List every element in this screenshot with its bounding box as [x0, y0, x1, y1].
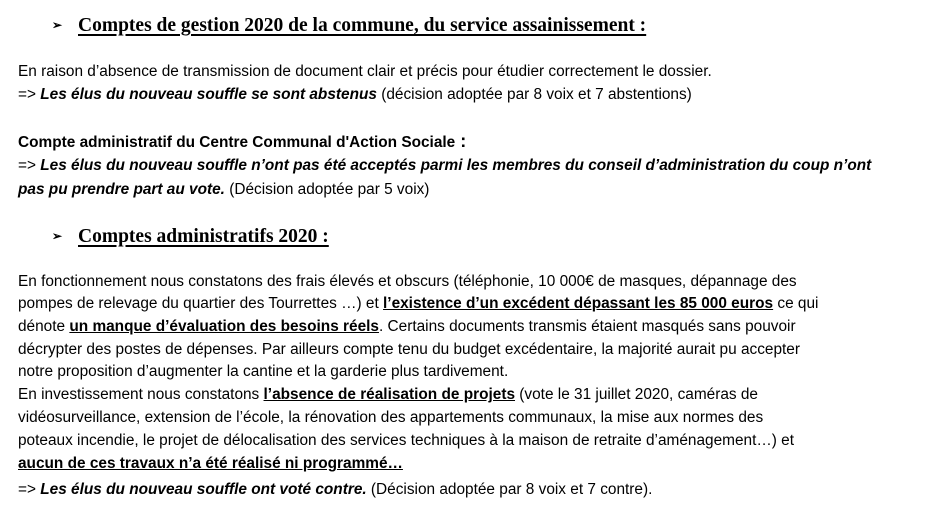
paragraph-line: poteaux incendie, le projet de délocalisation des services techniques à la maison de retraite d’aménagement…) et	[18, 432, 794, 449]
paragraph-line: dénote un manque d’évaluation des besoins réels. Certains documents transmis étaient masqués sans pouvoir	[18, 318, 796, 335]
paragraph-line: pas pu prendre part au vote. (Décision adoptée par 5 voix)	[18, 181, 430, 198]
arrow-bullet-icon: ➢	[52, 229, 63, 243]
paragraph-line: aucun de ces travaux n’a été réalisé ni programmé…	[18, 455, 403, 472]
paragraph-line: => Les élus du nouveau souffle ont voté contre. (Décision adoptée par 8 voix et 7 contre).	[18, 481, 653, 498]
paragraph-line: vidéosurveillance, extension de l’école, la rénovation des appartements communaux, la mise aux normes des	[18, 409, 764, 426]
section-title: Comptes de gestion 2020 de la commune, du service assainissement :	[78, 15, 647, 36]
ccas-heading: Compte administratif du Centre Communal d'Action Sociale :	[18, 131, 467, 151]
paragraph-line: pompes de relevage du quartier des Tourrettes …) et l’existence d’un excédent dépassant les 85 000 euros ce qui	[18, 295, 819, 312]
paragraph-line: En raison d’absence de transmission de document clair et précis pour étudier correctement le dossier.	[18, 63, 712, 80]
section-heading-comptes-administratifs	[52, 225, 329, 248]
paragraph-line: En fonctionnement nous constatons des frais élevés et obscurs (téléphonie, 10 000€ de masques, dépannage des	[18, 273, 797, 290]
paragraph-line: En investissement nous constatons l’absence de réalisation de projets (vote le 31 juillet 2020, caméras de	[18, 386, 758, 403]
paragraph-line: => Les élus du nouveau souffle se sont abstenus (décision adoptée par 8 voix et 7 abstentions)	[18, 86, 692, 103]
paragraph-line: décrypter des postes de dépenses. Par ailleurs compte tenu du budget excédentaire, la majorité aurait pu accepter	[18, 341, 800, 358]
section-heading-comptes-gestion	[52, 14, 646, 37]
paragraph-line: => Les élus du nouveau souffle n’ont pas été acceptés parmi les membres du conseil d’administration du coup n’ont	[18, 157, 872, 174]
paragraph-line: notre proposition d’augmenter la cantine et la garderie plus tardivement.	[18, 363, 509, 380]
arrow-bullet-icon: ➢	[52, 18, 63, 32]
section-title: Comptes administratifs 2020 :	[78, 226, 329, 247]
